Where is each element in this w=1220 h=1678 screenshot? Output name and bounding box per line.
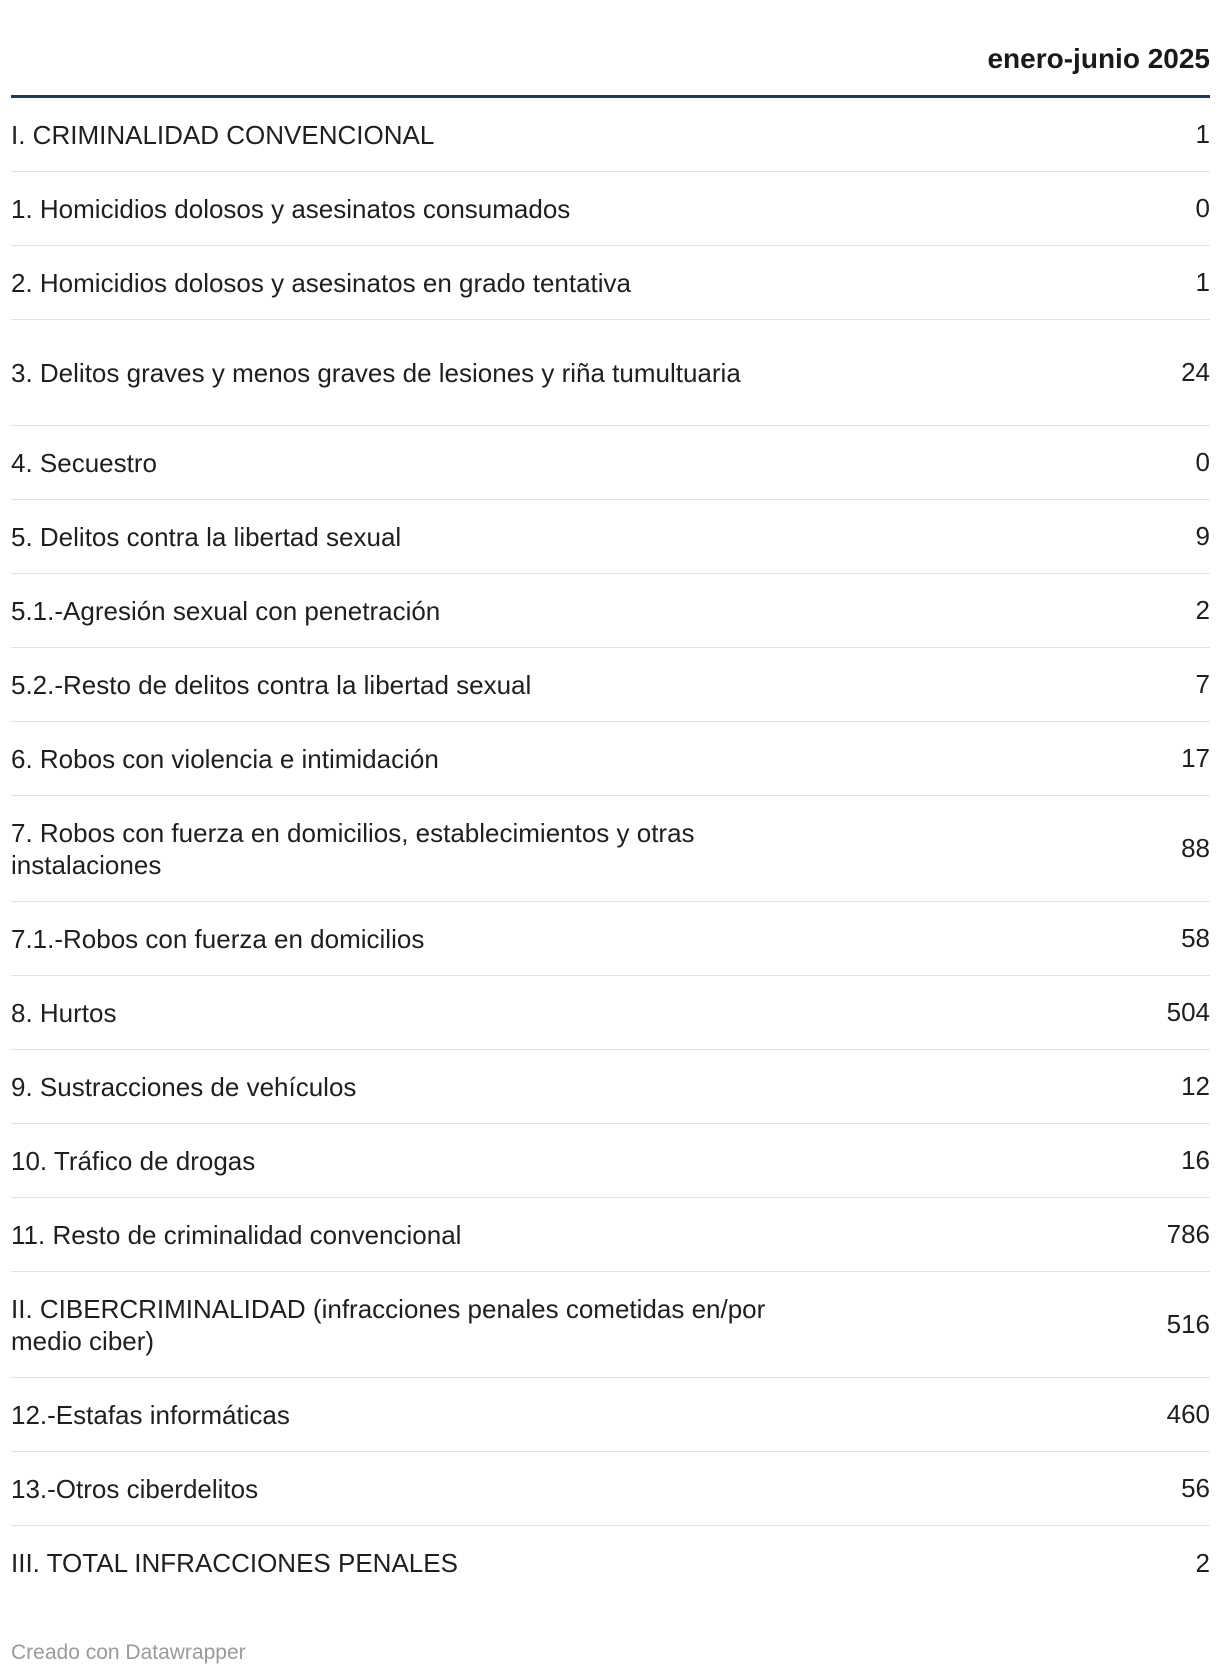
- table-row: [11, 1124, 1210, 1198]
- row-label: 13.-Otros ciberdelitos: [11, 1473, 259, 1504]
- row-label: 2. Homicidios dolosos y asesinatos en grado tentativa: [11, 267, 632, 298]
- row-value: 56: [1181, 1473, 1210, 1503]
- table-row: [11, 500, 1210, 574]
- row-label: 5. Delitos contra la libertad sexual: [11, 521, 402, 552]
- row-value: 24: [1181, 357, 1210, 387]
- row-value: 88: [1181, 833, 1210, 863]
- row-value: 17: [1181, 743, 1210, 773]
- row-label: 5.2.-Resto de delitos contra la libertad sexual: [11, 669, 532, 700]
- row-value: 1: [1195, 267, 1210, 297]
- row-label: 11. Resto de criminalidad convencional: [11, 1219, 462, 1250]
- table-row: [11, 902, 1210, 976]
- row-value: 2: [1195, 595, 1210, 625]
- table-row: [11, 574, 1210, 648]
- table-row: [11, 246, 1210, 320]
- column-header-period: enero-junio 2025: [987, 43, 1210, 74]
- row-label: 7. Robos con fuerza en domicilios, establecimientos y otras instalaciones: [11, 817, 695, 880]
- table-row: [11, 172, 1210, 246]
- row-label: 4. Secuestro: [11, 447, 157, 478]
- row-value: 16: [1181, 1145, 1210, 1175]
- row-value: 786: [1166, 1219, 1210, 1249]
- table-row: [11, 1452, 1210, 1526]
- table-body: [11, 98, 1210, 1600]
- row-value: 9: [1195, 521, 1210, 551]
- row-value: 0: [1195, 447, 1210, 477]
- table-row: [11, 1050, 1210, 1124]
- row-label: 10. Tráfico de drogas: [11, 1145, 256, 1176]
- table-row: [11, 320, 1210, 426]
- table-row: [11, 796, 1210, 902]
- table-row: [11, 976, 1210, 1050]
- row-label: 12.-Estafas informáticas: [11, 1399, 290, 1430]
- row-value: 0: [1195, 193, 1210, 223]
- table-row: [11, 648, 1210, 722]
- row-label: I. CRIMINALIDAD CONVENCIONAL: [11, 119, 435, 150]
- table-row: [11, 98, 1210, 172]
- row-label: III. TOTAL INFRACCIONES PENALES: [11, 1548, 458, 1578]
- row-value: 504: [1166, 997, 1210, 1027]
- row-value: 7: [1195, 669, 1210, 699]
- row-label: 3. Delitos graves y menos graves de lesiones y riña tumultuaria: [11, 357, 741, 388]
- row-value: 2: [1195, 1547, 1210, 1578]
- table-row: [11, 1526, 1210, 1600]
- row-label: 6. Robos con violencia e intimidación: [11, 743, 439, 774]
- row-label: 8. Hurtos: [11, 997, 117, 1028]
- row-value: 58: [1181, 923, 1210, 953]
- table-row: [11, 1378, 1210, 1452]
- table-row: [11, 722, 1210, 796]
- footer-credit: Creado con Datawrapper: [11, 1641, 246, 1664]
- table-row: [11, 1198, 1210, 1272]
- row-value: 516: [1166, 1309, 1210, 1339]
- data-table: [11, 0, 1210, 1600]
- row-label: II. CIBERCRIMINALIDAD (infracciones penales cometidas en/por medio ciber): [11, 1293, 766, 1356]
- row-value: 460: [1166, 1399, 1210, 1429]
- row-value: 1: [1195, 119, 1210, 149]
- table-row: [11, 426, 1210, 500]
- row-label: 7.1.-Robos con fuerza en domicilios: [11, 923, 425, 954]
- row-label: 9. Sustracciones de vehículos: [11, 1071, 357, 1102]
- row-label: 1. Homicidios dolosos y asesinatos consumados: [11, 193, 571, 224]
- table-row: [11, 1272, 1210, 1378]
- row-value: 12: [1181, 1071, 1210, 1101]
- row-label: 5.1.-Agresión sexual con penetración: [11, 595, 441, 626]
- table-header: [11, 0, 1210, 98]
